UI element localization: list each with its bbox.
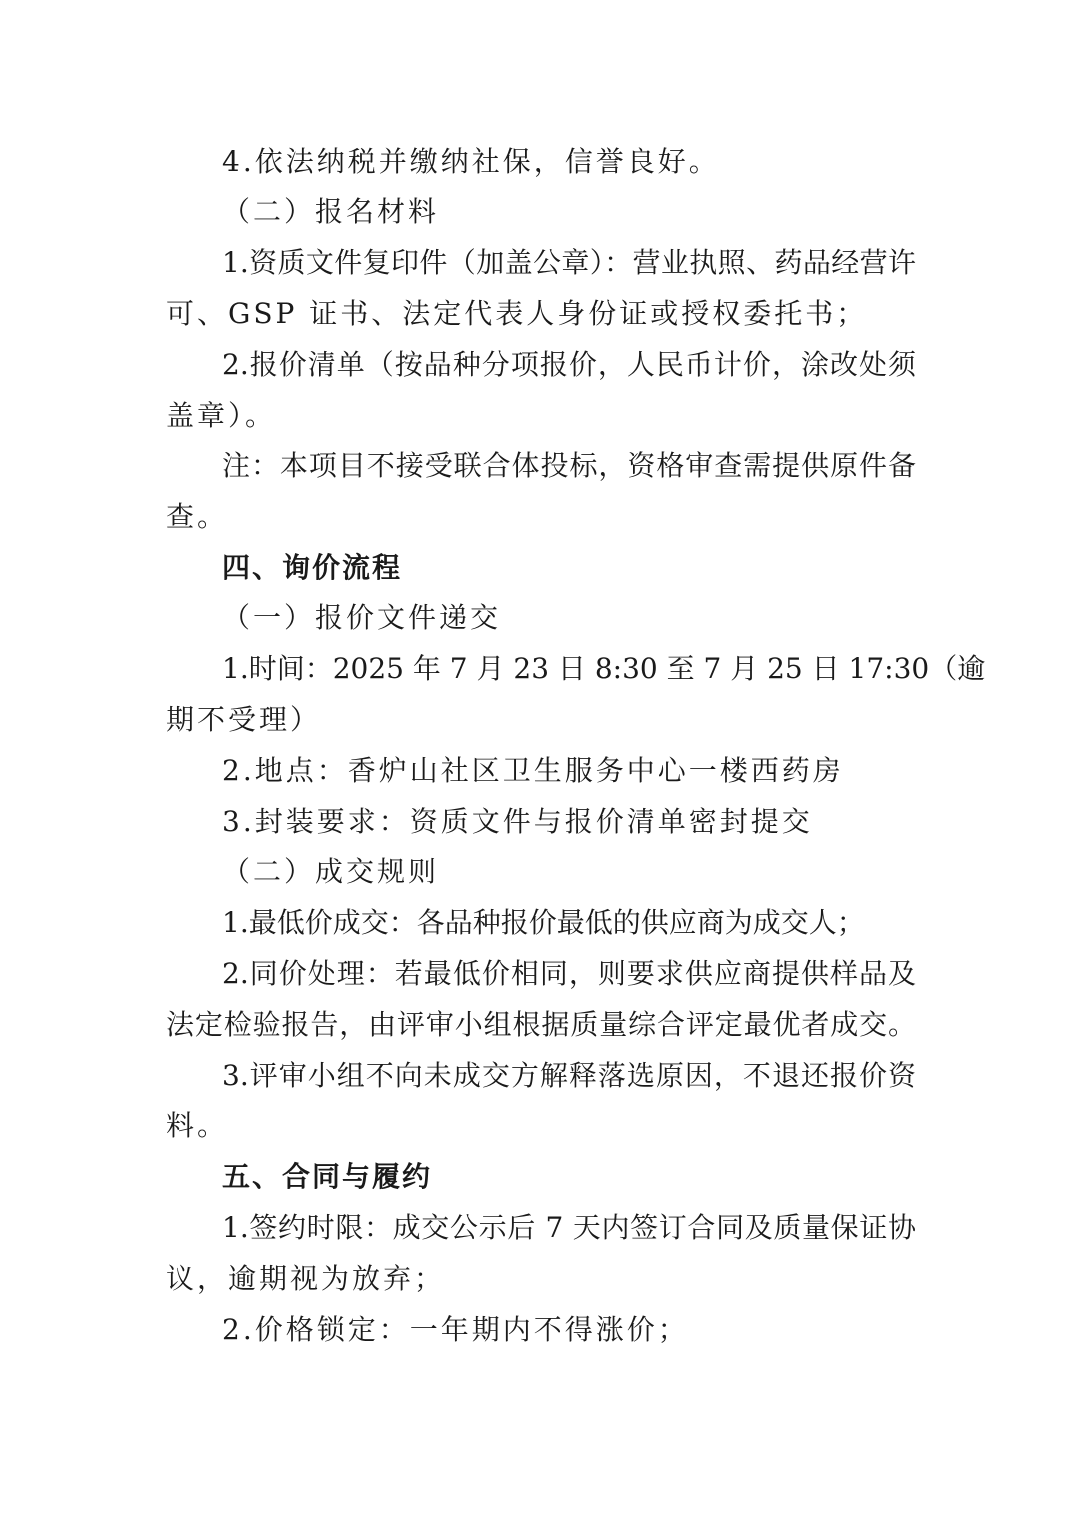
paragraph-line: 4.依法纳税并缴纳社保，信誉良好。 [222,145,720,178]
paragraph-line: 法定检验报告，由评审小组根据质量综合评定最优者成交。 [166,1008,916,1041]
paragraph-line: 1.签约时限：成交公示后 7 天内签订合同及质量保证协 [222,1211,916,1244]
paragraph-line: 盖章）。 [166,399,277,432]
paragraph-line: 2.同价处理：若最低价相同，则要求供应商提供样品及 [222,957,916,990]
paragraph-line: 1.最低价成交：各品种报价最低的供应商为成交人； [222,906,865,939]
paragraph-line: 料。 [166,1109,229,1142]
paragraph-line: 1.资质文件复印件（加盖公章）：营业执照、药品经营许 [222,246,916,279]
paragraph-line: 3.评审小组不向未成交方解释落选原因，不退还报价资 [222,1059,916,1092]
paragraph-line: 2.地点：香炉山社区卫生服务中心一楼西药房 [222,754,844,787]
subsection-heading: （一）报价文件递交 [222,601,502,634]
paragraph-line: 1.时间：2025 年 7 月 23 日 8:30 至 7 月 25 日 17:30（逾 [222,652,986,685]
paragraph-line: 议，逾期视为放弃； [166,1262,446,1295]
paragraph-line: 注：本项目不接受联合体投标，资格审查需提供原件备 [222,449,916,482]
subsection-heading: （二）成交规则 [222,855,440,888]
paragraph-line: 3.封装要求：资质文件与报价清单密封提交 [222,805,813,838]
paragraph-line: 可、GSP 证书、法定代表人身份证或授权委托书； [166,297,868,330]
paragraph-line: 2.价格锁定：一年期内不得涨价； [222,1313,689,1346]
subsection-heading: （二）报名材料 [222,195,440,228]
section-heading: 五、合同与履约 [222,1160,433,1193]
section-heading: 四、询价流程 [222,551,403,584]
paragraph-line: 期不受理） [166,703,322,736]
paragraph-line: 2.报价清单（按品种分项报价，人民币计价，涂改处须 [222,348,916,381]
paragraph-line: 查。 [166,500,229,533]
